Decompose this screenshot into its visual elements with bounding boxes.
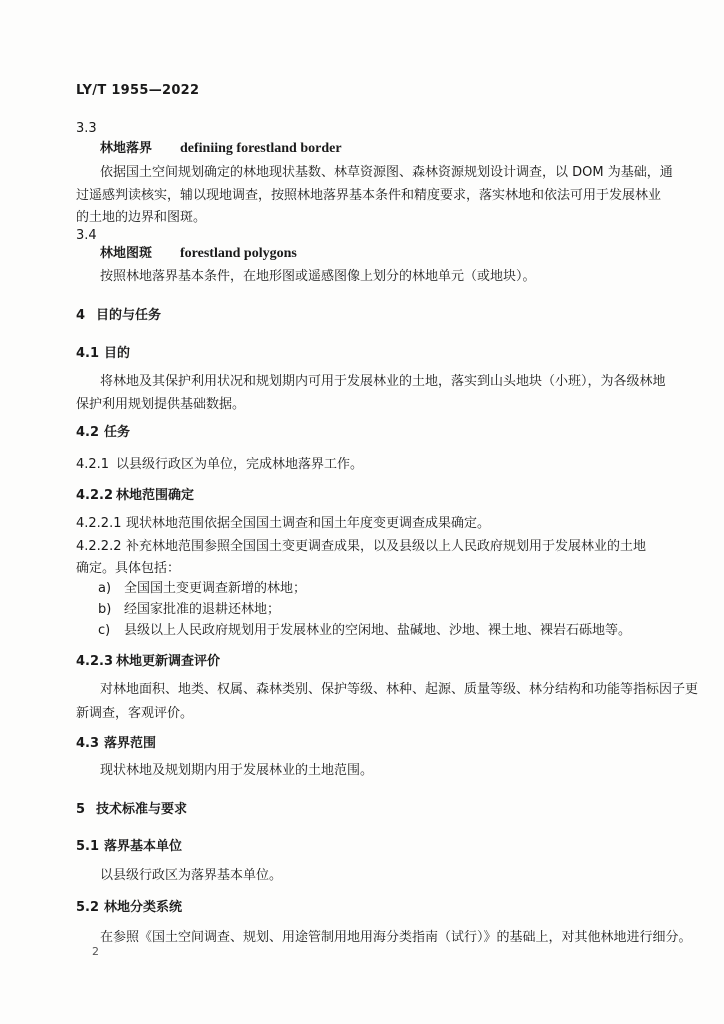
- definition-text: 依据国土空间规划确定的林地现状基数、林草资源图、森林资源规划设计调查，以 DOM 为基础，通: [100, 165, 673, 180]
- clause-title: 目的: [104, 346, 131, 361]
- clause-number: 5.2: [76, 900, 100, 915]
- clause-number: 4.2.2.1: [76, 516, 122, 531]
- definition-text: 过遥感判读核实，辅以现地调查，按照林地落界基本条件和精度要求，落实林地和依法可用于发展林业: [76, 188, 662, 203]
- list-marker: c): [98, 623, 111, 638]
- clause-number: 4.2.3: [76, 654, 114, 669]
- clause-title: 林地分类系统: [104, 900, 183, 915]
- clause-title: 落界范围: [104, 736, 157, 751]
- paragraph-text: 确定。具体包括：: [76, 561, 181, 576]
- paragraph-text: 新调查，客观评价。: [76, 706, 194, 721]
- clause-number: 4.2.2.2: [76, 539, 122, 554]
- clause-title: 林地更新调查评价: [116, 654, 221, 669]
- list-item-text: 经国家批准的退耕还林地；: [124, 602, 281, 617]
- section-number: 5: [76, 802, 86, 817]
- page-number: 2: [92, 945, 99, 958]
- list-marker: b): [98, 602, 112, 617]
- clause-number: 4.2.2: [76, 488, 114, 503]
- term-chinese: 林地图斑: [100, 246, 153, 261]
- term-english: forestland polygons: [180, 246, 297, 261]
- paragraph-text: 在参照《国土空间调查、规划、用途管制用地用海分类指南（试行）》的基础上，对其他林地进行细分。: [100, 930, 692, 945]
- list-item-text: 县级以上人民政府规划用于发展林业的空闲地、盐碱地、沙地、裸土地、裸岩石砾地等。: [124, 623, 632, 638]
- clause-number: 4.2.1: [76, 457, 110, 472]
- paragraph-text: 补充林地范围参照全国国土变更调查成果，以及县级以上人民政府规划用于发展林业的土地: [126, 539, 647, 554]
- section-title: 技术标准与要求: [96, 802, 188, 817]
- clause-number: 5.1: [76, 839, 100, 854]
- paragraph-text: 对林地面积、地类、权属、森林类别、保护等级、林种、起源、质量等级、林分结构和功能等指标因子更: [100, 682, 699, 697]
- paragraph-text: 保护利用规划提供基础数据。: [76, 397, 246, 412]
- section-title: 目的与任务: [96, 308, 162, 323]
- clause-number: 3.4: [76, 228, 97, 243]
- term-chinese: 林地落界: [100, 141, 153, 156]
- clause-number: 4.1: [76, 346, 100, 361]
- paragraph-text: 以县级行政区为单位，完成林地落界工作。: [116, 457, 364, 472]
- paragraph-text: 将林地及其保护利用状况和规划期内可用于发展林业的土地，落实到山头地块（小班），为各级林地: [100, 374, 666, 389]
- section-number: 4: [76, 308, 86, 323]
- list-item-text: 全国国土变更调查新增的林地；: [124, 581, 307, 596]
- definition-text: 的土地的边界和图斑。: [76, 210, 207, 225]
- clause-number: 4.3: [76, 736, 100, 751]
- clause-title: 落界基本单位: [104, 839, 183, 854]
- clause-number: 4.2: [76, 425, 100, 440]
- paragraph-text: 现状林地范围依据全国国土调查和国土年度变更调查成果确定。: [126, 516, 491, 531]
- list-marker: a): [98, 581, 112, 596]
- clause-title: 林地范围确定: [116, 488, 195, 503]
- paragraph-text: 现状林地及规划期内用于发展林业的土地范围。: [100, 763, 374, 778]
- standard-code: LY/T 1955—2022: [76, 83, 200, 98]
- paragraph-text: 以县级行政区为落界基本单位。: [100, 868, 283, 883]
- term-english: definiing forestland border: [180, 141, 342, 156]
- clause-title: 任务: [104, 425, 131, 440]
- definition-text: 按照林地落界基本条件，在地形图或遥感图像上划分的林地单元（或地块）。: [100, 269, 536, 284]
- clause-number: 3.3: [76, 121, 97, 136]
